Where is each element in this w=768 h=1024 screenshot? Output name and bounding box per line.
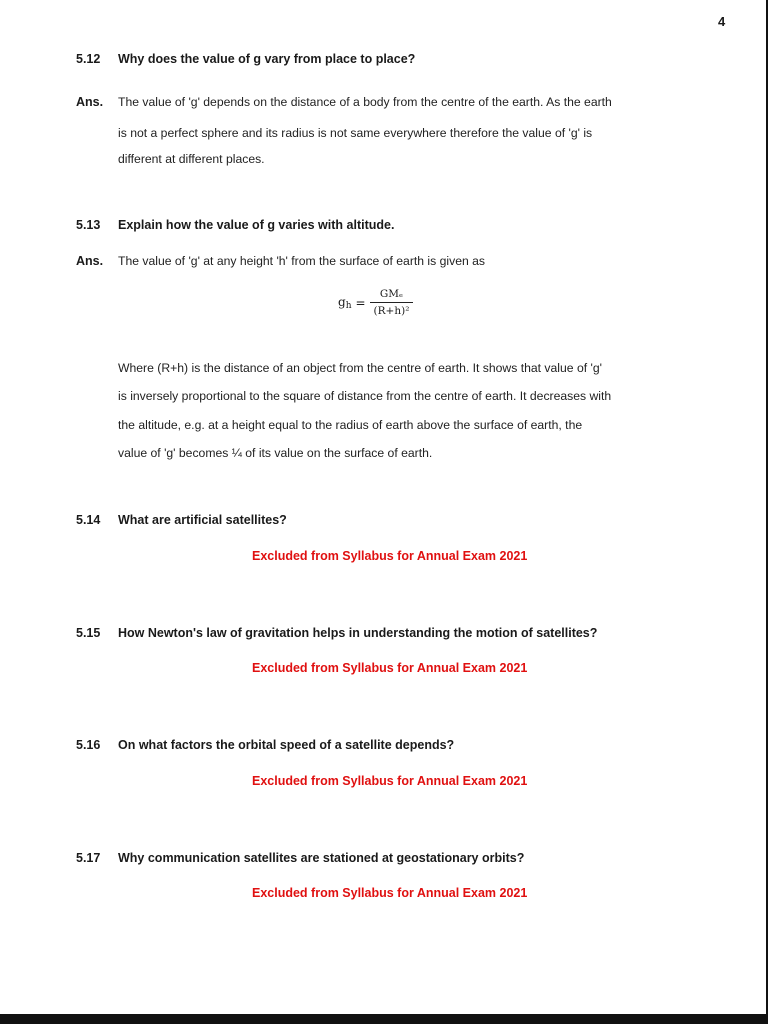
- answer-line: is not a perfect sphere and its radius is not same everywhere therefore the value of 'g' is: [118, 126, 593, 140]
- answer-intro: The value of 'g' at any height 'h' from the surface of earth is given as: [118, 254, 486, 268]
- question-number: 5.16: [76, 738, 101, 752]
- answer-line: The value of 'g' depends on the distance of a body from the centre of the earth. As the earth: [118, 95, 612, 109]
- formula-equals: =: [355, 295, 366, 310]
- question-number: 5.12: [76, 52, 101, 66]
- answer-label: Ans.: [76, 254, 104, 268]
- question-text: What are artificial satellites?: [118, 513, 287, 527]
- formula-fraction: [370, 288, 414, 317]
- page-number: 4: [718, 14, 726, 29]
- question-number: 5.15: [76, 626, 101, 640]
- question-text: Why communication satellites are stationed at geostationary orbits?: [118, 851, 525, 865]
- formula-lhs: gh: [338, 294, 352, 311]
- question-number: 5.17: [76, 851, 101, 865]
- excluded-note: Excluded from Syllabus for Annual Exam 2021: [252, 886, 528, 900]
- formula-numerator: GMₑ: [379, 288, 404, 300]
- question-text: How Newton's law of gravitation helps in understanding the motion of satellites?: [118, 626, 598, 640]
- question-text: Why does the value of g vary from place to place?: [118, 52, 416, 66]
- question-number: 5.13: [76, 218, 101, 232]
- answer-label: Ans.: [76, 95, 104, 109]
- question-number: 5.14: [76, 513, 101, 527]
- bottom-border: [0, 1014, 768, 1024]
- explanation-line: value of 'g' becomes ¼ of its value on the surface of earth.: [118, 446, 433, 460]
- question-text: On what factors the orbital speed of a satellite depends?: [118, 738, 455, 752]
- explanation-line: Where (R+h) is the distance of an object from the centre of earth. It shows that value of 'g': [118, 361, 602, 375]
- question-text: Explain how the value of g varies with altitude.: [118, 218, 395, 232]
- excluded-note: Excluded from Syllabus for Annual Exam 2021: [252, 774, 528, 788]
- explanation-line: is inversely proportional to the square of distance from the centre of earth. It decreases with: [118, 389, 612, 403]
- excluded-note: Excluded from Syllabus for Annual Exam 2021: [252, 661, 528, 675]
- gravity-formula: [338, 288, 413, 317]
- answer-line: different at different places.: [118, 152, 265, 166]
- explanation-line: the altitude, e.g. at a height equal to the radius of earth above the surface of earth, the: [118, 418, 583, 432]
- excluded-note: Excluded from Syllabus for Annual Exam 2021: [252, 549, 528, 563]
- formula-denominator: (R+h)²: [373, 305, 410, 317]
